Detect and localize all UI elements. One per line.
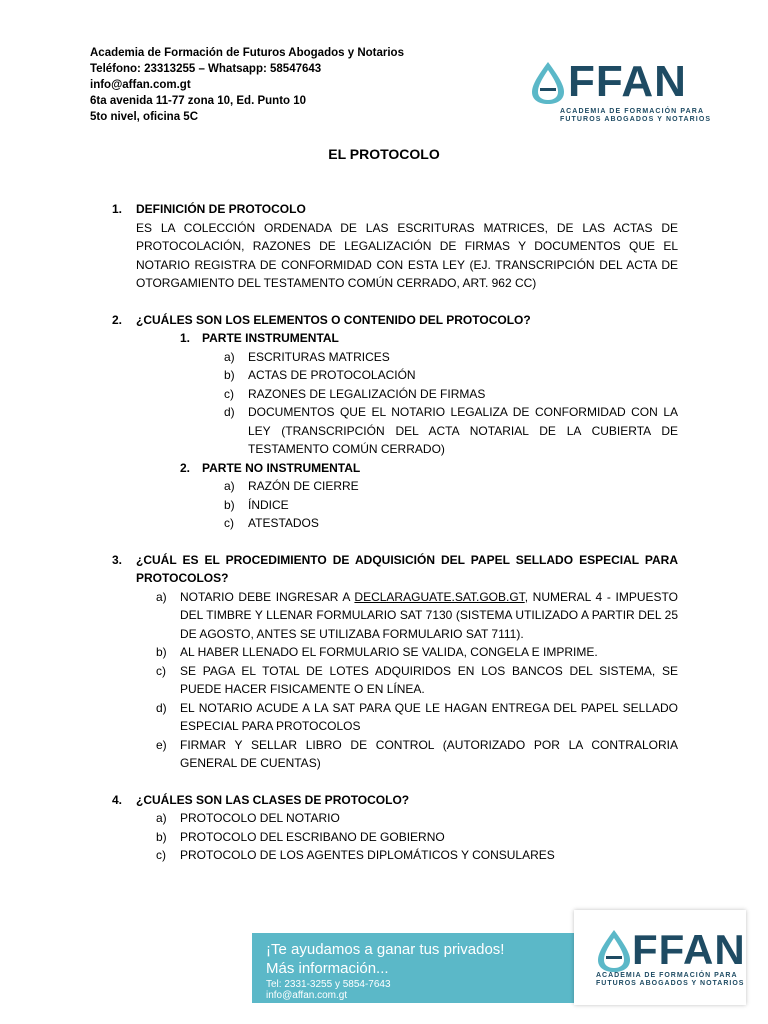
logo-tagline <box>560 108 711 124</box>
logo-tagline-line2: FUTUROS ABOGADOS Y NOTARIOS <box>560 116 712 123</box>
logo-tagline-line1: ACADEMIA DE FORMACIÓN PARA <box>596 972 738 979</box>
subsection-parte-instrumental <box>180 329 678 348</box>
list-item <box>224 477 678 496</box>
list-letter: a) <box>224 479 235 493</box>
list-item <box>224 496 678 515</box>
list-text: AL HABER LLENADO EL FORMULARIO SE VALIDA, CONGELA E IMPRIME. <box>180 645 598 659</box>
logo-tagline-line2: FUTUROS ABOGADOS Y NOTARIOS <box>596 980 745 987</box>
list-text: EL NOTARIO ACUDE A LA SAT PARA QUE LE HAGAN ENTREGA DEL PAPEL SELLADO ESPECIAL PARA PROTOCOLOS <box>180 700 678 733</box>
list-letter: b) <box>224 368 235 382</box>
logo-wordmark: FFAN <box>632 926 746 973</box>
section-4 <box>112 791 678 810</box>
affan-logo <box>530 57 712 128</box>
list-item <box>156 809 678 828</box>
banner-slogan: ¡Te ayudamos a ganar tus privados! <box>266 941 505 958</box>
subsection-number: 1. <box>180 331 191 345</box>
subsection-title: PARTE NO INSTRUMENTAL <box>202 460 361 475</box>
footer-logo <box>574 910 746 1005</box>
list-letter: a) <box>156 811 167 825</box>
banner-more-info: Más información... <box>266 960 389 977</box>
list-item <box>224 514 678 533</box>
section-2 <box>112 311 678 330</box>
sat-link[interactable]: DECLARAGUATE.SAT.GOB.GT <box>354 589 525 604</box>
logo-tagline <box>596 972 744 988</box>
section-number: 4. <box>112 792 123 807</box>
list-item <box>156 643 678 662</box>
list-text: ÍNDICE <box>248 497 289 512</box>
section-heading: ¿CUÁLES SON LAS CLASES DE PROTOCOLO? <box>136 792 410 807</box>
list-item <box>156 662 678 699</box>
list-letter: b) <box>156 829 167 844</box>
footer-banner <box>252 933 582 1003</box>
list-letter: e) <box>156 737 167 752</box>
subsection-number: 2. <box>180 460 191 475</box>
section-heading: ¿CUÁL ES EL PROCEDIMIENTO DE ADQUISICIÓN DEL PAPEL SELLADO ESPECIAL PARA PROTOCOLOS? <box>136 552 678 585</box>
section-heading: DEFINICIÓN DE PROTOCOLO <box>136 202 306 216</box>
org-name: Academia de Formación de Futuros Abogados y Notarios <box>90 47 404 59</box>
list-letter: c) <box>156 848 166 862</box>
list-letter: c) <box>224 386 234 401</box>
list-letter: b) <box>224 497 235 512</box>
section-number: 1. <box>112 202 123 216</box>
org-address-line2: 5to nivel, oficina 5C <box>90 111 198 123</box>
list-text: ACTAS DE PROTOCOLACIÓN <box>248 368 416 382</box>
list-text <box>180 588 678 644</box>
org-address-line1: 6ta avenida 11-77 zona 10, Ed. Punto 10 <box>90 95 307 107</box>
list-letter: b) <box>156 645 167 659</box>
document-body <box>112 200 678 865</box>
list-item <box>224 348 678 367</box>
section-heading: ¿CUÁLES SON LOS ELEMENTOS O CONTENIDO DEL PROTOCOLO? <box>136 312 531 327</box>
logo-tagline-line1: ACADEMIA DE FORMACIÓN PARA <box>560 108 705 115</box>
list-text: RAZÓN DE CIERRE <box>248 479 359 493</box>
section-3 <box>112 551 678 588</box>
list-text: ESCRITURAS MATRICES <box>248 349 390 364</box>
list-letter: c) <box>224 516 234 530</box>
list-text: PROTOCOLO DEL NOTARIO <box>180 811 340 825</box>
banner-phone: Tel: 2331-3255 y 5854-7643 <box>266 979 391 990</box>
list-text: SE PAGA EL TOTAL DE LOTES ADQUIRIDOS EN LOS BANCOS DEL SISTEMA, SE PUEDE HACER FISICAMENTE O EN LÍNEA. <box>180 663 678 696</box>
section-number: 2. <box>112 312 123 327</box>
list-item <box>156 736 678 773</box>
list-letter: a) <box>224 349 235 364</box>
list-item <box>156 588 678 644</box>
section-1 <box>112 200 678 293</box>
list-text: PROTOCOLO DEL ESCRIBANO DE GOBIERNO <box>180 829 445 844</box>
list-letter: c) <box>156 663 166 678</box>
list-text: PROTOCOLO DE LOS AGENTES DIPLOMÁTICOS Y CONSULARES <box>180 848 555 862</box>
list-item <box>156 828 678 847</box>
section-number: 3. <box>112 552 123 567</box>
document-title: EL PROTOCOLO <box>328 146 440 162</box>
list-text-post: , NUMERAL 4 - IMPUESTO DEL TIMBRE Y LLENAR FORMULARIO SAT 7130 (SISTEMA UTILIZADO A PARTIR DEL 25 DE AGOSTO, ANTES SE UTILIZABA FORMULARIO SAT 7111). <box>180 589 678 641</box>
list-item <box>224 403 678 459</box>
list-letter: d) <box>224 405 235 419</box>
list-letter: a) <box>156 589 167 604</box>
organization-header <box>90 45 404 125</box>
banner-email: info@affan.com.gt <box>266 990 348 1001</box>
list-item <box>224 385 678 404</box>
list-text: FIRMAR Y SELLAR LIBRO DE CONTROL (AUTORIZADO POR LA CONTRALORIA GENERAL DE CUENTAS) <box>180 737 678 770</box>
list-letter: d) <box>156 700 167 715</box>
org-phone: Teléfono: 23313255 – Whatsapp: 58547643 <box>90 63 322 75</box>
logo-wordmark: FFAN <box>568 57 687 106</box>
list-text-pre: NOTARIO DEBE INGRESAR A <box>180 589 355 604</box>
org-email: info@affan.com.gt <box>90 79 191 91</box>
list-text: DOCUMENTOS QUE EL NOTARIO LEGALIZA DE CONFORMIDAD CON LA LEY (TRANSCRIPCIÓN DEL ACTA NOTARIAL DE LA CUBIERTA DE TESTAMENTO COMÚN CERRADO) <box>248 405 678 456</box>
list-item <box>156 699 678 736</box>
list-item <box>224 366 678 385</box>
subsection-title: PARTE INSTRUMENTAL <box>202 331 339 345</box>
list-item <box>156 846 678 865</box>
list-text: RAZONES DE LEGALIZACIÓN DE FIRMAS <box>248 386 486 401</box>
subsection-parte-no-instrumental <box>180 459 678 478</box>
list-text: ATESTADOS <box>248 516 319 530</box>
section-paragraph: ES LA COLECCIÓN ORDENADA DE LAS ESCRITURAS MATRICES, DE LAS ACTAS DE PROTOCOLACIÓN, RAZONES DE LEGALIZACIÓN DE FIRMAS Y DOCUMENTOS QUE EL NOTARIO REGISTRA DE CONFORMIDAD CON ESTA LEY (EJ. TRANSCRIPCIÓN DEL ACTA DE OTORGAMIENTO DEL TESTAMENTO COMÚN CERRADO, ART. 962 CC) <box>136 220 678 290</box>
